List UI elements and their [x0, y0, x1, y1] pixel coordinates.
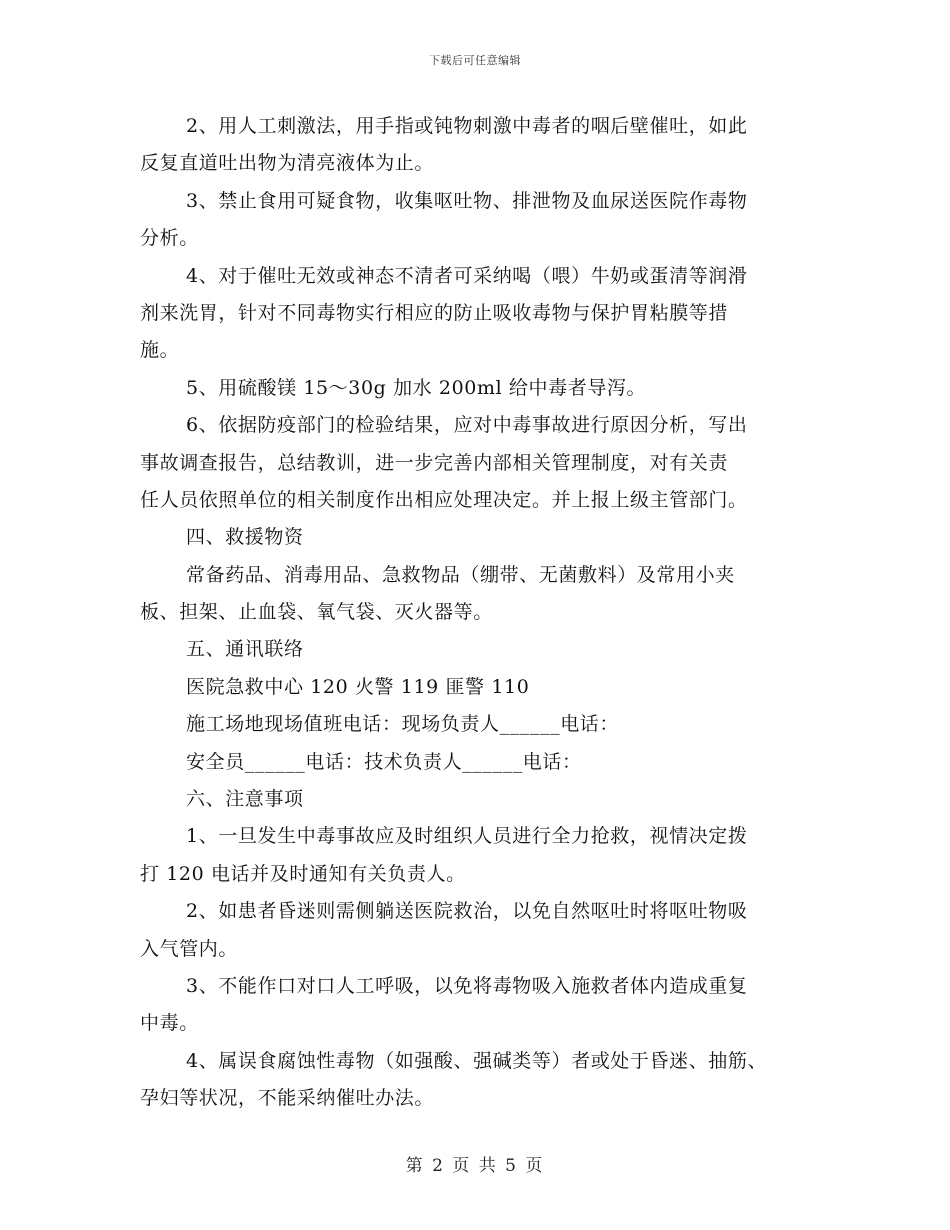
text-line: 事故调查报告，总结教训，进一步完善内部相关管理制度，对有关责 [140, 451, 729, 474]
page-footer: 第 2 页 共 5 页 [405, 1156, 545, 1176]
text-line: 入气管内。 [140, 937, 239, 960]
text-line: 1、一旦发生中毒事故应及时组织人员进行全力抢救，视情决定拨 [186, 825, 748, 848]
text-line: 反复直道吐出物为清亮液体为止。 [140, 152, 435, 175]
text-line: 2、用人工刺激法，用手指或钝物刺激中毒者的咽后壁催吐，如此 [186, 115, 748, 137]
text-line: 分析。 [140, 227, 199, 250]
text-line: 孕妇等状况，不能采纳催吐办法。 [140, 1087, 435, 1110]
page-header: 下载后可任意编辑 [429, 54, 521, 67]
text-line: 医院急救中心 120 火警 119 匪警 110 [186, 675, 530, 698]
document-body [140, 108, 812, 1118]
text-line: 四、救援物资 [186, 526, 304, 549]
text-line: 5、用硫酸镁 15～30g 加水 200ml 给中毒者导泻。 [186, 376, 647, 399]
text-line: 剂来洗胃，针对不同毒物实行相应的防止吸收毒物与保护胃粘膜等措 [140, 301, 729, 324]
text-line: 4、属误食腐蚀性毒物（如强酸、强碱类等）者或处于昏迷、抽筋、 [186, 1049, 768, 1072]
text-line: 安全员______电话：技术负责人______电话： [186, 750, 582, 773]
text-line: 2、如患者昏迷则需侧躺送医院救治，以免自然呕吐时将呕吐物吸 [186, 900, 748, 923]
text-line: 任人员依照单位的相关制度作出相应处理决定。并上报上级主管部门。 [140, 488, 748, 511]
text-line: 施。 [140, 339, 180, 362]
text-line: 六、注意事项 [186, 788, 304, 811]
text-line: 4、对于催吐无效或神态不清者可采纳喝（喂）牛奶或蛋清等润滑 [186, 264, 748, 287]
text-line: 中毒。 [140, 1012, 199, 1035]
text-line: 常备药品、消毒用品、急救物品（绷带、无菌敷料）及常用小夹 [186, 563, 735, 586]
text-line: 打 120 电话并及时通知有关负责人。 [140, 862, 466, 885]
text-line: 6、依据防疫部门的检验结果，应对中毒事故进行原因分析，写出 [186, 414, 748, 437]
text-line: 五、通讯联络 [186, 638, 304, 661]
text-line: 施工场地现场值班电话：现场负责人______电话： [186, 713, 620, 736]
text-line: 3、禁止食用可疑食物，收集呕吐物、排泄物及血尿送医院作毒物 [186, 189, 748, 212]
text-line: 板、担架、止血袋、氧气袋、灭火器等。 [140, 601, 493, 624]
text-line: 3、不能作口对口人工呼吸，以免将毒物吸入施救者体内造成重复 [186, 974, 748, 997]
